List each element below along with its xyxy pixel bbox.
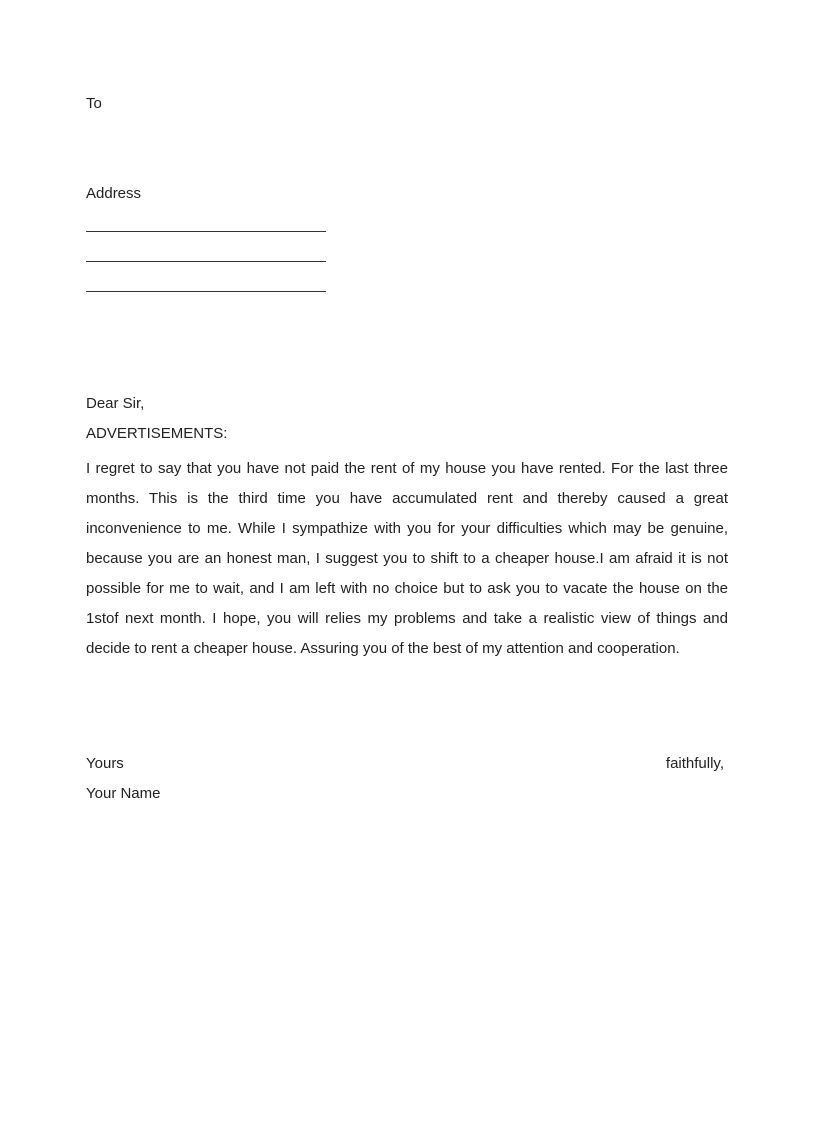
letter-body: I regret to say that you have not paid the rent of my house you have rented. For the last three months. This is the third time you have accumulated rent and thereby caused a great inconvenience to me. While I sympathize with you for your difficulties which may be genuine, because you are an honest man, I suggest you to shift to a cheaper house.I am afraid it is not possible for me to wait, and I am left with no choice but to ask you to vacate the house on the 1stof next month. I hope, you will relies my problems and take a realistic view of things and decide to rent a cheaper house. Assuring you of the best of my attention and cooperation. (86, 460, 728, 657)
closing-yours: Yours (86, 755, 124, 772)
signature-name: Your Name (86, 785, 161, 802)
subject-line: ADVERTISEMENTS: (86, 425, 228, 442)
closing (86, 754, 724, 774)
address-line-3 (86, 291, 326, 292)
address-line-1 (86, 231, 326, 232)
address-label: Address (86, 185, 142, 202)
address-line-2 (86, 261, 326, 262)
salutation: Dear Sir, (86, 395, 145, 412)
closing-faithfully: faithfully, (665, 755, 724, 772)
to-label: To (86, 95, 102, 112)
